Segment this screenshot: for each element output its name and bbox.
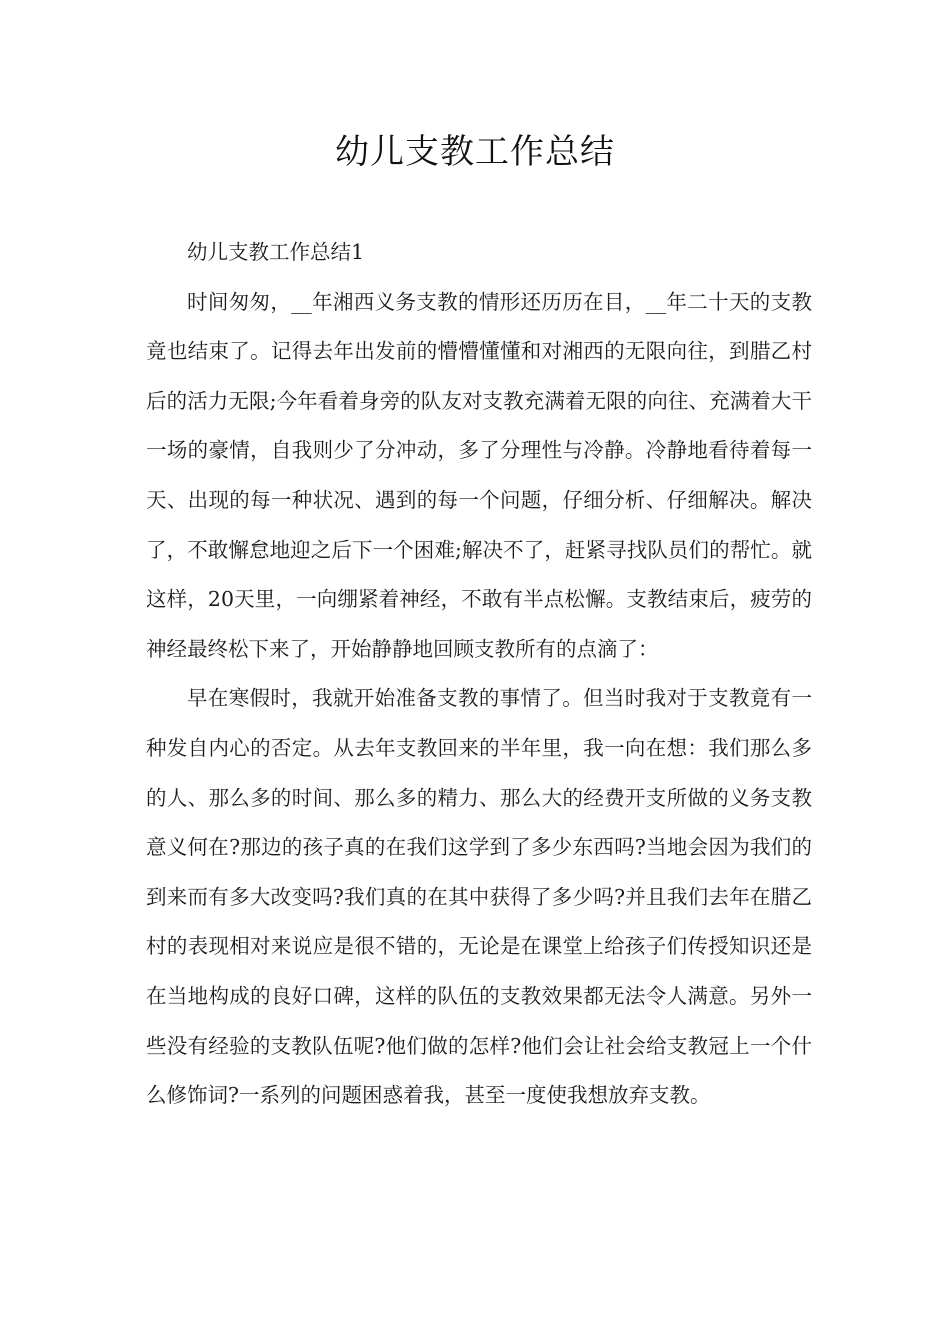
section-heading: 幼儿支教工作总结1: [187, 240, 365, 264]
paragraph: 早在寒假时，我就开始准备支教的事情了。但当时我对于支教竟有一种发自内心的否定。从去年支教回来的半年里，我一向在想：我们那么多的人、那么多的时间、那么多的精力、那么大的经费开支所做的义务支教意义何在?那边的孩子真的在我们这学到了多少东西吗?当地会因为我们的到来而有多大改变吗?我们真的在其中获得了多少吗?并且我们去年在腊乙村的表现相对来说应是很不错的，无论是在课堂上给孩子们传授知识还是在当地构成的良好口碑，这样的队伍的支教效果都无法令人满意。另外一些没有经验的支教队伍呢?他们做的怎样?他们会让社会给支教冠上一个什么修饰词?一系列的问题困惑着我，甚至一度使我想放弃支教。: [146, 686, 812, 1108]
paragraph: 时间匆匆，__年湘西义务支教的情形还历历在目，__年二十天的支教竟也结束了。记得去年出发前的懵懵懂懂和对湘西的无限向往，到腊乙村后的活力无限;今年看着身旁的队友对支教充满着无限的向往、充满着大干一场的豪情，自我则少了分冲动，多了分理性与冷静。冷静地看待着每一天、出现的每一种状况、遇到的每一个问题，仔细分析、仔细解决。解决了，不敢懈怠地迎之后下一个困难;解决不了，赶紧寻找队员们的帮忙。就这样，20天里，一向绷紧着神经，不敢有半点松懈。支教结束后，疲劳的神经最终松下来了，开始静静地回顾支教所有的点滴了：: [146, 289, 812, 661]
document-body: [146, 228, 812, 1121]
document-title: 幼儿支教工作总结: [335, 132, 615, 172]
